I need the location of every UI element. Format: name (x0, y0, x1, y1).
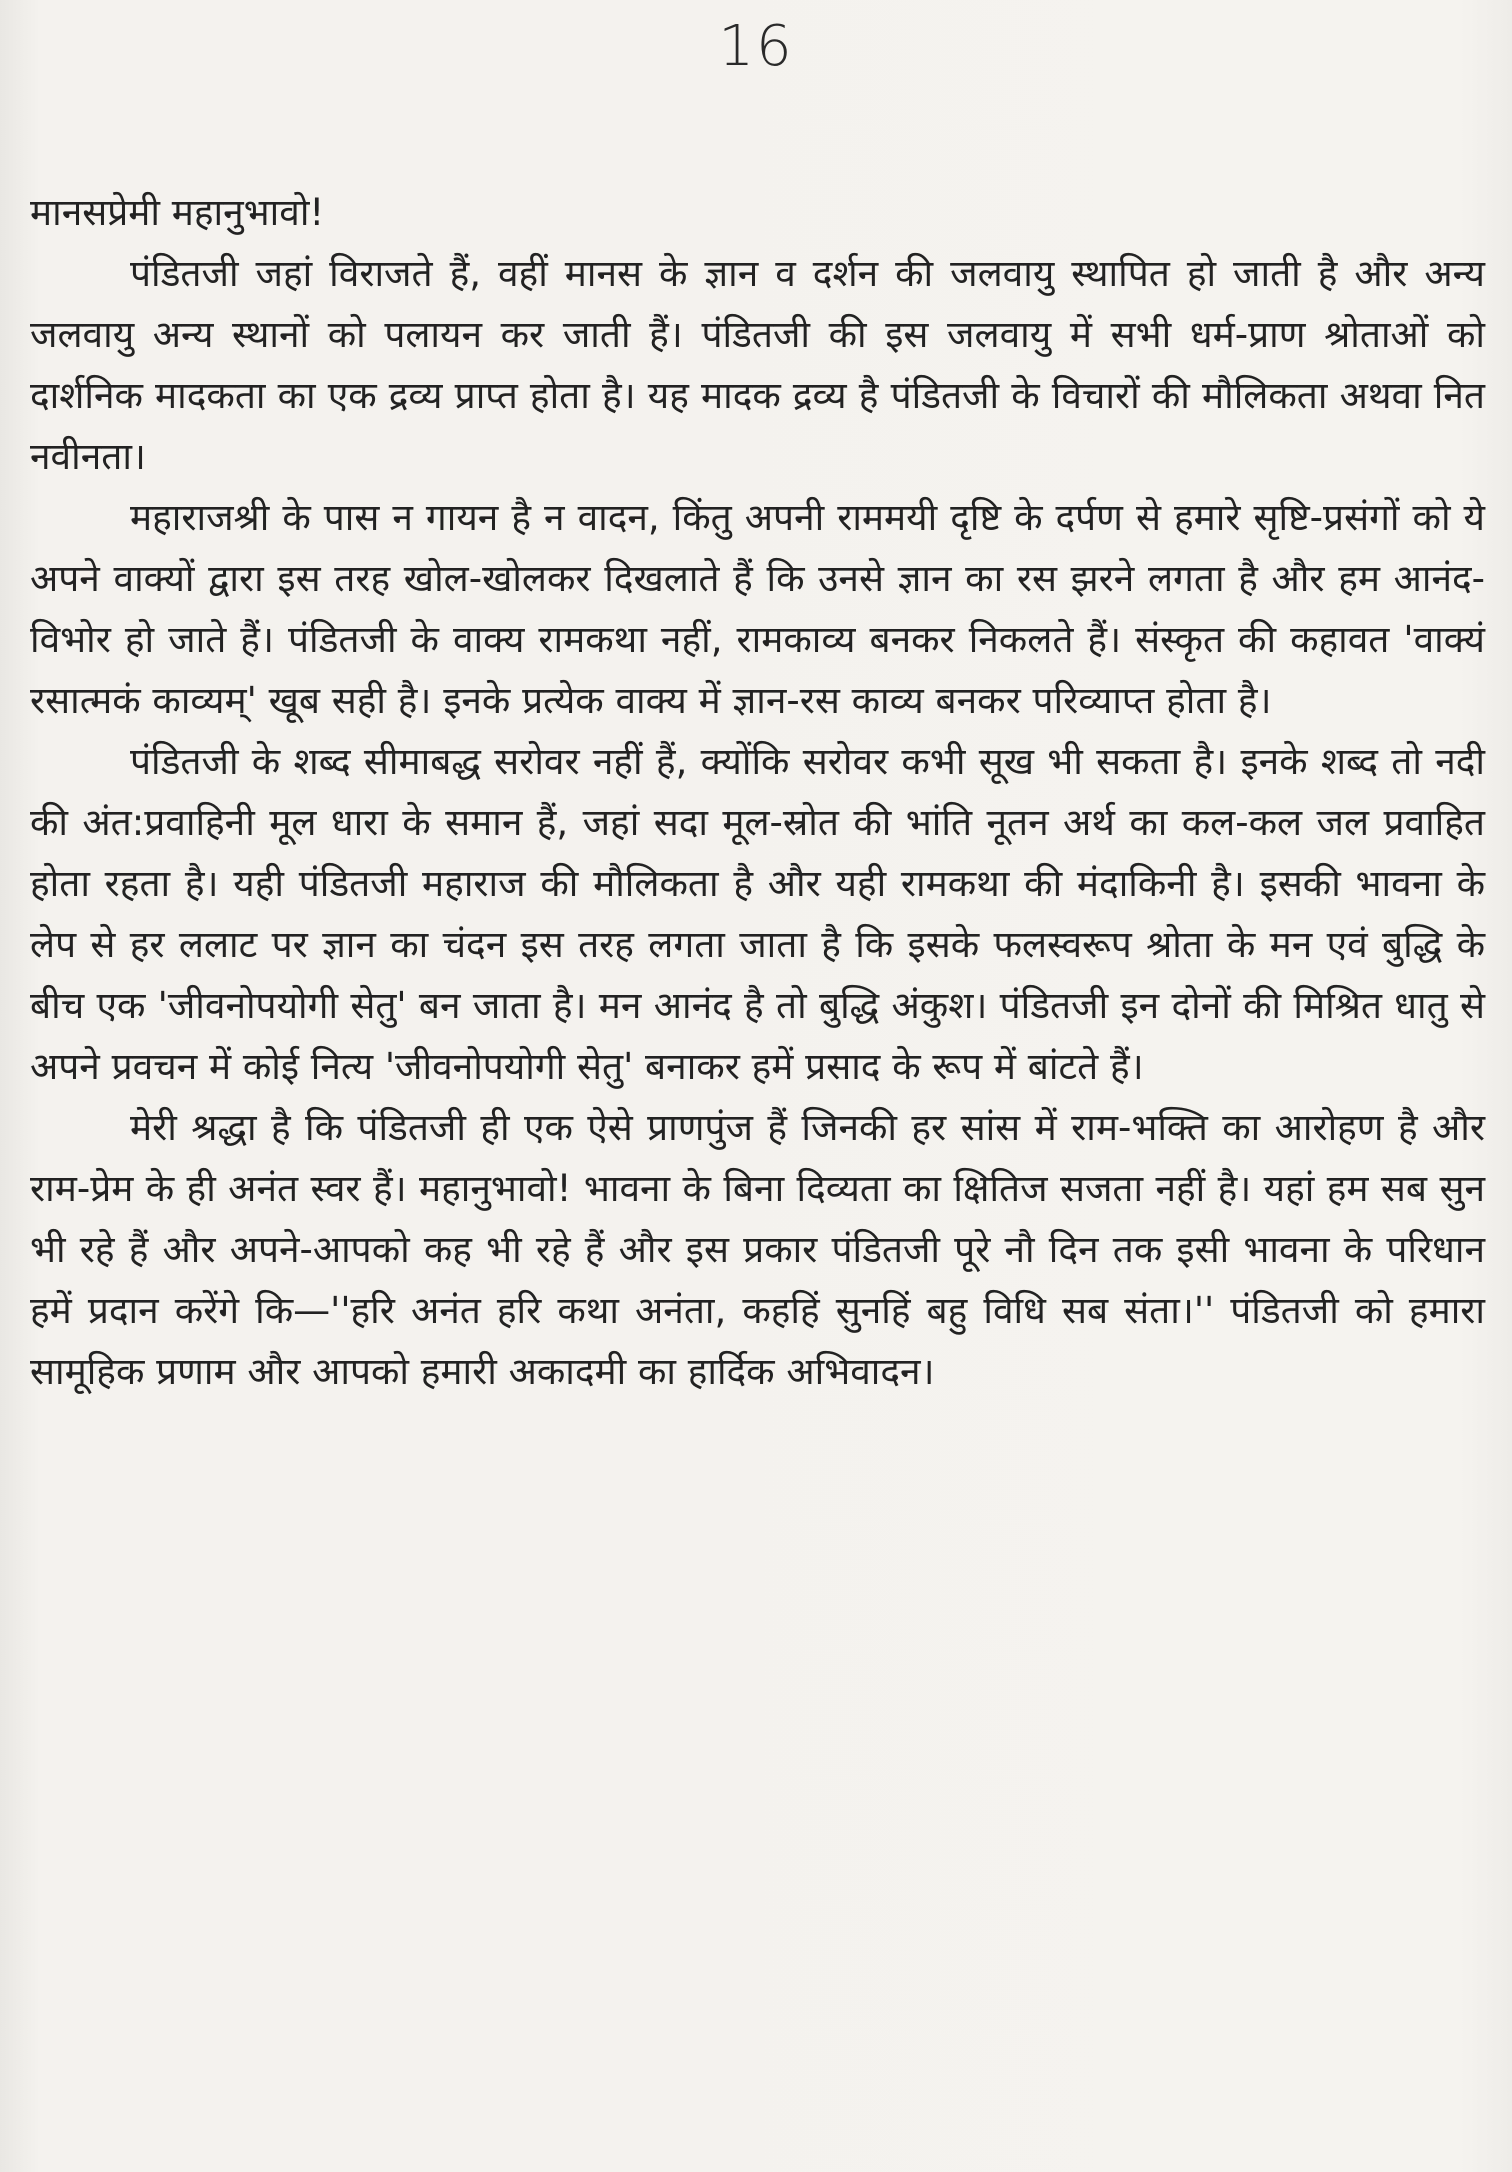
page-number: 16 (718, 14, 794, 79)
paragraph-1: पंडितजी जहां विराजते हैं, वहीं मानस के ज्ञान व दर्शन की जलवायु स्थापित हो जाती है और अन्य जलवायु अन्य स्थानों को पलायन कर जाती हैं। पंडितजी की इस जलवायु में सभी धर्म-प्राण श्रोताओं को दार्शनिक मादकता का एक द्रव्य प्राप्त होता है। यह मादक द्रव्य है पंडितजी के विचारों की मौलिकता अथवा नित नवीनता। (30, 252, 1485, 478)
paragraph-4: मेरी श्रद्धा है कि पंडितजी ही एक ऐसे प्राणपुंज हैं जिनकी हर सांस में राम-भक्ति का आरोहण है और राम-प्रेम के ही अनंत स्वर हैं। महानुभावो! भावना के बिना दिव्यता का क्षितिज सजता नहीं है। यहां हम सब सुन भी रहे हैं और अपने-आपको कह भी रहे हैं और इस प्रकार पंडितजी पूरे नौ दिन तक इसी भावना के परिधान हमें प्रदान करेंगे कि—''हरि अनंत हरि कथा अनंता, कहहिं सुनहिं बहु विधि सब संता।'' पंडितजी को हमारा सामूहिक प्रणाम और आपको हमारी अकादमी का हार्दिक अभिवादन। (30, 1106, 1485, 1393)
salutation: मानसप्रेमी महानुभावो! (30, 191, 325, 234)
paragraph-2: महाराजश्री के पास न गायन है न वादन, किंतु अपनी राममयी दृष्टि के दर्पण से हमारे सृष्टि-प्रसंगों को ये अपने वाक्यों द्वारा इस तरह खोल-खोलकर दिखलाते हैं कि उनसे ज्ञान का रस झरने लगता है और हम आनंद-विभोर हो जाते हैं। पंडितजी के वाक्य रामकथा नहीं, रामकाव्य बनकर निकलते हैं। संस्कृत की कहावत 'वाक्यं रसात्मकं काव्यम्' खूब सही है। इनके प्रत्येक वाक्य में ज्ञान-रस काव्य बनकर परिव्याप्त होता है। (30, 496, 1485, 722)
paragraph-3: पंडितजी के शब्द सीमाबद्ध सरोवर नहीं हैं, क्योंकि सरोवर कभी सूख भी सकता है। इनके शब्द तो नदी की अंत:प्रवाहिनी मूल धारा के समान हैं, जहां सदा मूल-स्रोत की भांति नूतन अर्थ का कल-कल जल प्रवाहित होता रहता है। यही पंडितजी महाराज की मौलिकता है और यही रामकथा की मंदाकिनी है। इसकी भावना के लेप से हर ललाट पर ज्ञान का चंदन इस तरह लगता जाता है कि इसके फलस्वरूप श्रोता के मन एवं बुद्धि के बीच एक 'जीवनोपयोगी सेतु' बन जाता है। मन आनंद है तो बुद्धि अंकुश। पंडितजी इन दोनों की मिश्रित धातु से अपने प्रवचन में कोई नित्य 'जीवनोपयोगी सेतु' बनाकर हमें प्रसाद के रूप में बांटते हैं। (30, 740, 1485, 1088)
body-text (30, 182, 1485, 1402)
